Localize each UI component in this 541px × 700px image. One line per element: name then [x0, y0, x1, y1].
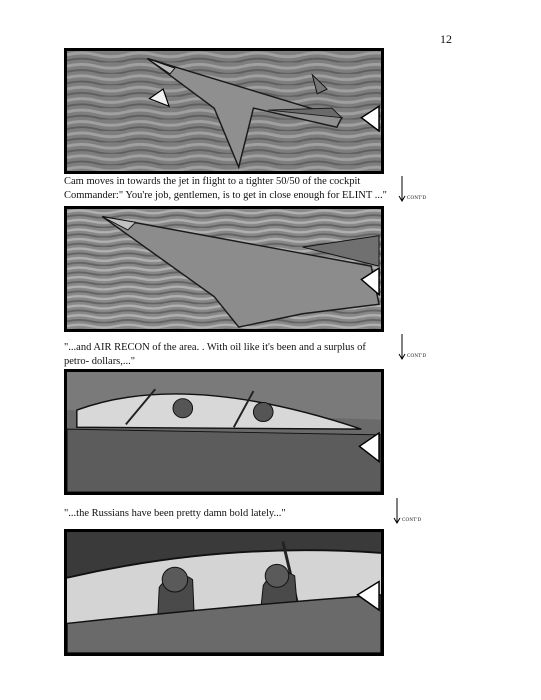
storyboard-panel-3 — [64, 369, 384, 495]
caption-line: petro- dollars,..." — [64, 356, 136, 367]
down-arrow-icon — [398, 176, 406, 202]
storyboard-panel-4 — [64, 529, 384, 656]
pilots-closeup-sketch — [67, 532, 381, 653]
down-arrow-icon — [398, 334, 406, 360]
down-arrow-icon — [393, 498, 401, 524]
panel-1-caption — [64, 175, 394, 203]
contd-label: CONT'D — [407, 354, 427, 359]
jet-topview-sketch — [67, 51, 381, 171]
panel-3-caption — [64, 507, 394, 521]
caption-line: Commander:" You're job, gentlemen, is to get in close enough for ELINT ..." — [64, 190, 387, 201]
caption-line: Cam moves in towards the jet in flight to a tighter 50/50 of the cockpit — [64, 176, 361, 187]
cockpit-side-sketch — [67, 372, 381, 492]
contd-label: CONT'D — [407, 196, 427, 201]
storyboard-panel-2 — [64, 206, 384, 332]
contd-label: CONT'D — [402, 518, 422, 523]
caption-line: "...the Russians have been pretty damn bold lately..." — [64, 508, 286, 519]
jet-closer-sketch — [67, 209, 381, 329]
storyboard-panel-1 — [64, 48, 384, 174]
panel-2-caption — [64, 341, 394, 369]
caption-line: "...and AIR RECON of the area. . With oil like it's been and a surplus of — [64, 342, 366, 353]
page-number: 12 — [440, 32, 452, 46]
